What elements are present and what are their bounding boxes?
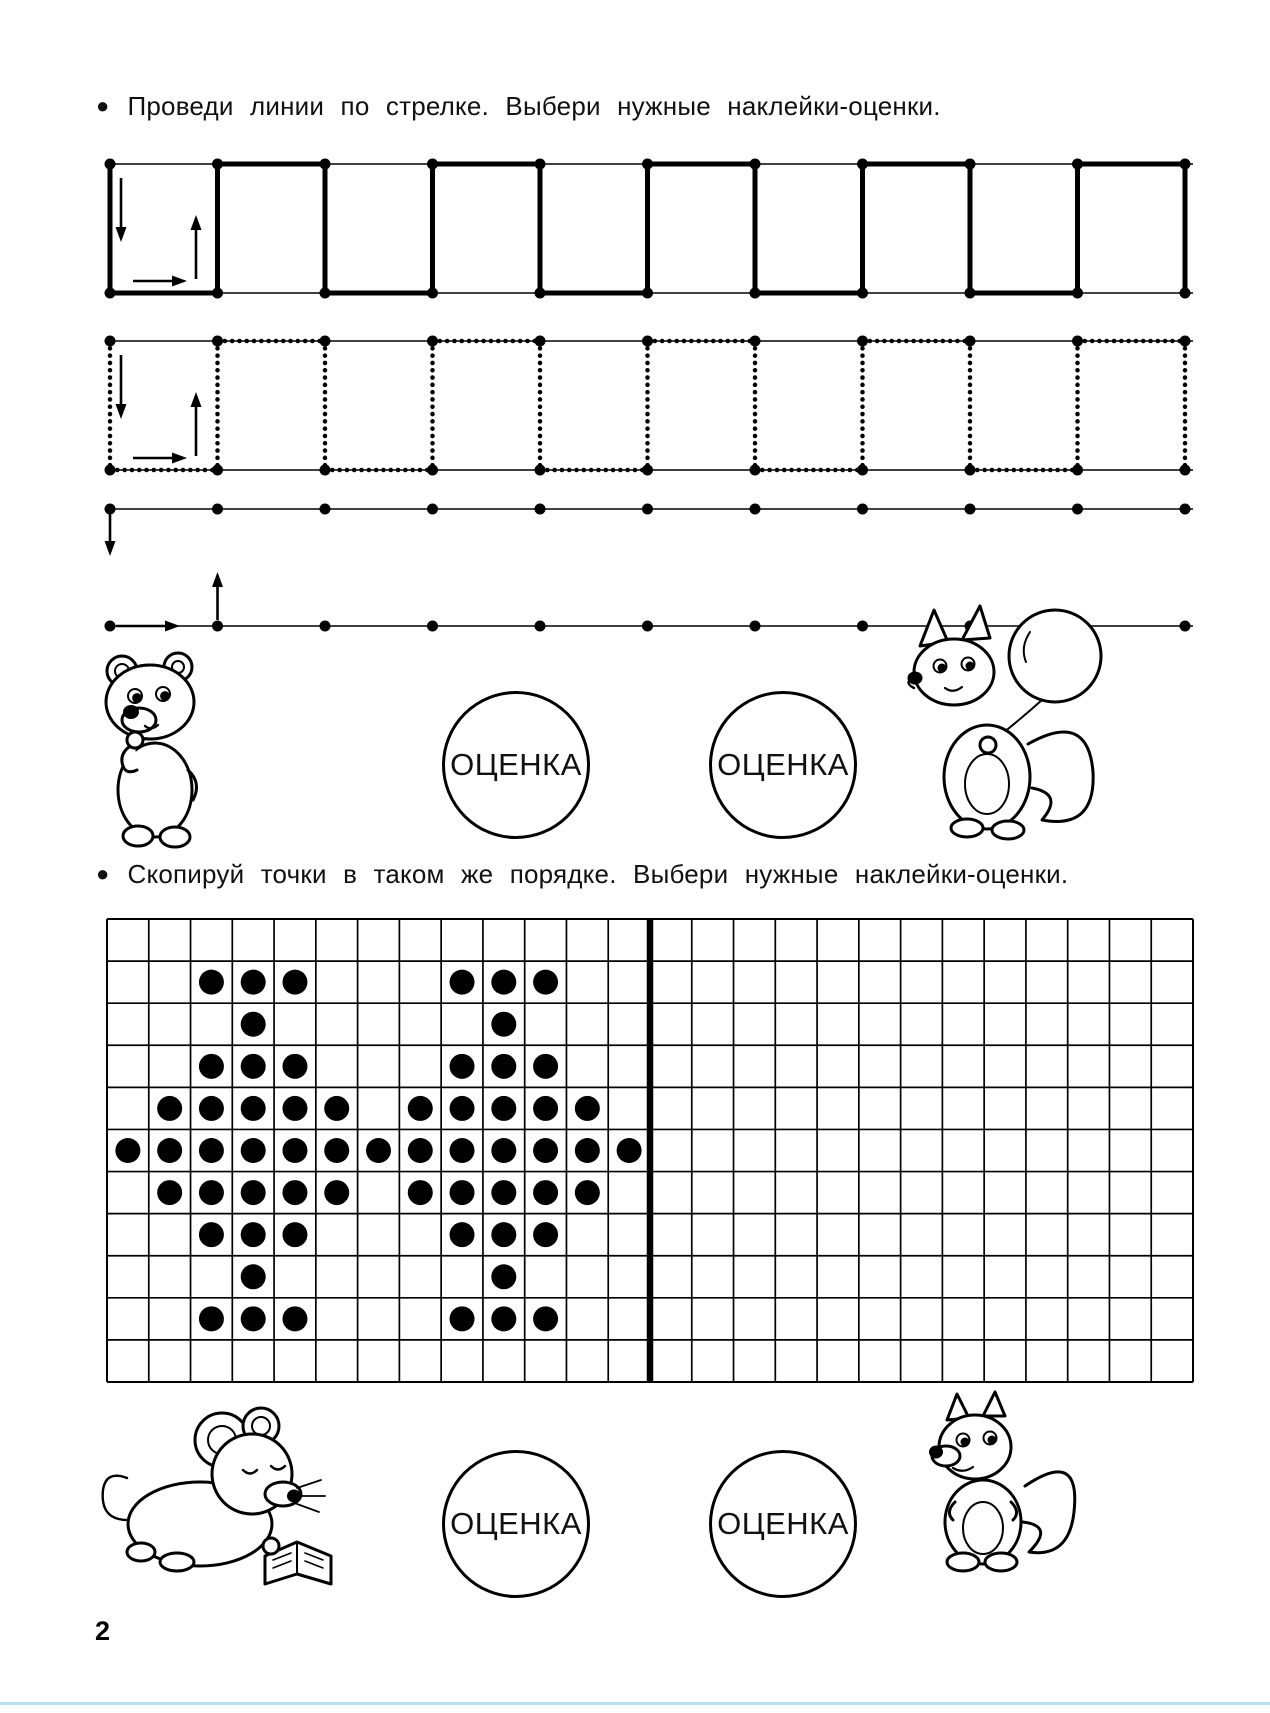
bullet-icon: ● xyxy=(96,861,110,886)
grade-label: ОЦЕНКА xyxy=(717,1506,849,1541)
grade-sticker-circle-4[interactable] xyxy=(709,1450,857,1598)
grade-label: ОЦЕНКА xyxy=(717,747,849,782)
grade-sticker-circle-1[interactable] xyxy=(442,691,590,839)
bullet-icon: ● xyxy=(96,93,110,118)
grade-sticker-circle-2[interactable] xyxy=(709,691,857,839)
instruction-2-text: Скопируй точки в таком же порядке. Выбери нужные наклейки-оценки. xyxy=(127,859,1069,889)
instruction-2 xyxy=(96,858,1206,890)
mouse-reading-book-illustration xyxy=(85,1396,343,1604)
page-edge-line xyxy=(0,1702,1270,1705)
grade-sticker-circle-3[interactable] xyxy=(442,1450,590,1598)
grade-label: ОЦЕНКА xyxy=(450,1506,582,1541)
page-number: 2 xyxy=(95,1616,111,1646)
fox-with-balloon-illustration xyxy=(890,592,1110,856)
bear-cub-illustration xyxy=(85,648,217,850)
instruction-1-text: Проведи линии по стрелке. Выбери нужные наклейки-оценки. xyxy=(127,91,941,121)
squirrel-illustration xyxy=(893,1390,1089,1578)
grade-label: ОЦЕНКА xyxy=(450,747,582,782)
